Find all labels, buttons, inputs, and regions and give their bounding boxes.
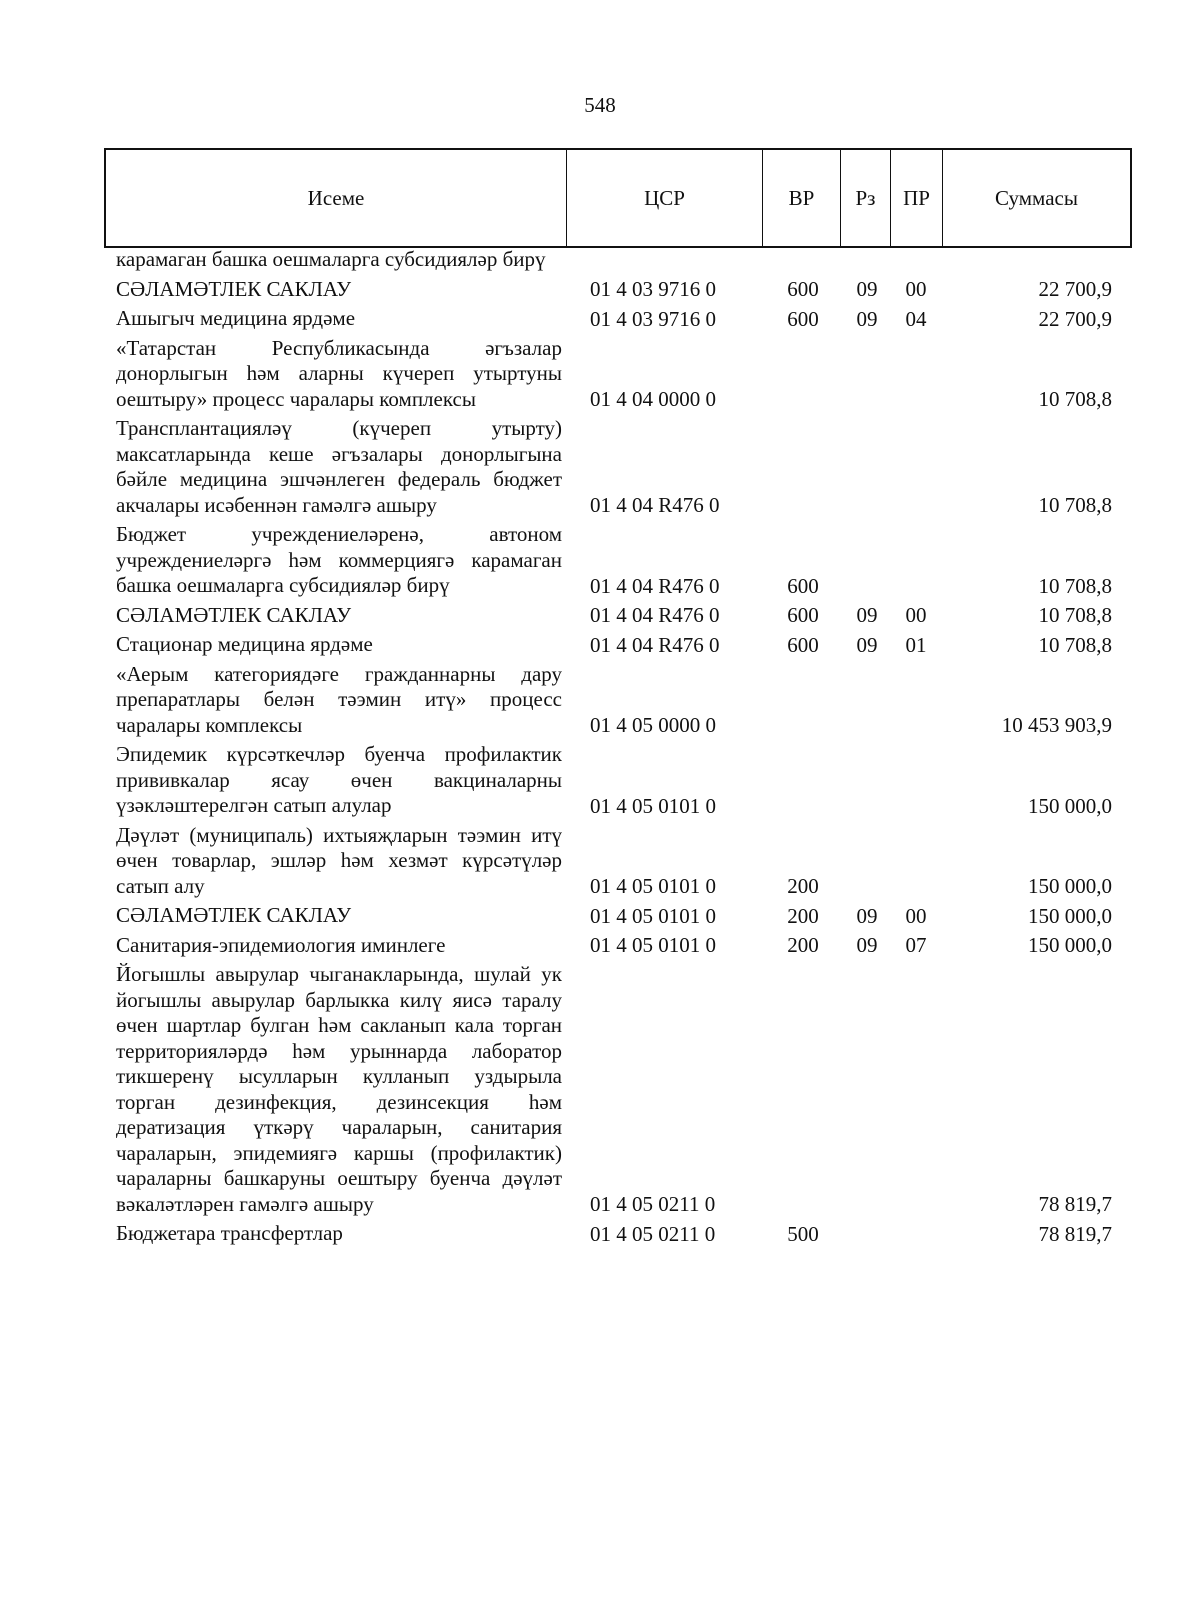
table-row: [104, 247, 1132, 273]
row-rz: 09: [856, 306, 878, 331]
row-csr: 01 4 04 R476 0: [590, 573, 720, 598]
row-name: «Аерым категориядәге гражданнарны дару препаратлары белән тәэмин итү» процесс чаралары комплексы: [116, 661, 562, 737]
row-name: СӘЛАМӘТЛЕК САКЛАУ: [116, 903, 352, 927]
row-sum: 10 708,8: [1038, 573, 1112, 598]
column-header-name: Исеме: [106, 150, 567, 246]
table-row: [104, 1221, 1132, 1247]
row-values: [104, 632, 1132, 658]
table-body: [104, 247, 1132, 1251]
column-header-pr: ПР: [891, 150, 943, 246]
row-csr: 01 4 05 0101 0: [590, 874, 716, 898]
row-name: СӘЛАМӘТЛЕК САКЛАУ: [116, 276, 352, 301]
table-row: [104, 823, 1132, 900]
row-csr: 01 4 03 9716 0: [590, 306, 716, 331]
table-row: [104, 603, 1132, 629]
row-values: [104, 1191, 1132, 1217]
row-vr: 600: [787, 277, 819, 301]
row-vr: 600: [787, 632, 819, 657]
row-values: [104, 873, 1132, 899]
row-sum: 10 708,8: [1038, 603, 1112, 627]
row-name: Дәүләт (муниципаль) ихтыяҗларын тәэмин итү өчен товарлар, эшләр һәм хезмәт күрсәтүләр сатып алу: [116, 822, 562, 898]
row-name: Йогышлы авырулар чыганакларында, шулай ук йогышлы авырулар барлыкка килү яисә таралу өчен шартлар булган һәм сакланып кала торган территорияләрдә һәм урыннарда лаборатор тикшеренү ысулларын кулланып уздырыла торган дезинфекция, дезинсекция һәм дератизация үткәрү чараларын, санитария чараларын, эпидемиягә каршы (профилактик) чараларны башкаруны оештыру буенча дәүләт вәкаләтләрен гамәлгә ашыру: [116, 962, 562, 1216]
row-name: Бюджет учреждениеләренә, автоном учреждениеләргә һәм коммерциягә карамаган башка оешмаларга субсидияләр бирү: [116, 522, 562, 597]
table-row: [104, 306, 1132, 332]
row-vr: 600: [787, 573, 819, 598]
table-row: [104, 336, 1132, 413]
row-name: Ашыгыч медицина ярдәме: [116, 306, 356, 330]
table-row: [104, 742, 1132, 819]
row-values: [104, 903, 1132, 929]
row-values: [104, 306, 1132, 332]
row-name: СӘЛАМӘТЛЕК САКЛАУ: [116, 602, 352, 627]
row-sum: 10 708,8: [1038, 632, 1112, 657]
column-header-vr: ВР: [763, 150, 841, 246]
table-row: [104, 416, 1132, 518]
row-csr: 01 4 04 R476 0: [590, 632, 720, 657]
row-pr: 00: [905, 277, 927, 301]
row-values: [104, 247, 1132, 273]
row-values: [104, 712, 1132, 738]
row-rz: 09: [856, 277, 878, 301]
table-row: [104, 933, 1132, 959]
table-row: [104, 903, 1132, 929]
row-sum: 150 000,0: [1028, 874, 1112, 898]
row-values: [104, 573, 1132, 599]
row-values: [104, 932, 1132, 958]
row-csr: 01 4 04 0000 0: [590, 387, 716, 411]
column-header-sum: Суммасы: [995, 185, 1078, 210]
column-header-csr: ЦСР: [567, 150, 763, 246]
row-name: Стационар медицина ярдәме: [116, 632, 373, 656]
row-sum: 150 000,0: [1028, 793, 1112, 818]
row-sum: 22 700,9: [1038, 277, 1112, 301]
row-csr: 01 4 05 0211 0: [590, 1221, 716, 1246]
row-name: Эпидемик күрсәткечләр буенча профилактик прививкалар ясау өчен вакциналарны үзәкләштерелгән сатып алулар: [116, 742, 562, 817]
row-name: Трансплантацияләү (күчереп утырту) максатларында кеше әгъзалары донорлыгына бәйле медицина эшчәнлеген федераль бюджет акчалары исәбеннән гамәлгә ашыру: [116, 416, 562, 517]
row-vr: 600: [787, 306, 819, 331]
row-sum: 78 819,7: [1038, 1192, 1112, 1216]
table-row: [104, 632, 1132, 658]
row-csr: 01 4 03 9716 0: [590, 277, 716, 301]
table-row: [104, 662, 1132, 739]
row-csr: 01 4 05 0101 0: [590, 933, 716, 957]
column-header-rz: Рз: [841, 150, 891, 246]
row-vr: 200: [787, 903, 819, 928]
row-csr: 01 4 05 0101 0: [590, 903, 716, 928]
table-header: [104, 148, 1132, 248]
table-row: [104, 277, 1132, 303]
row-vr: 200: [787, 874, 819, 898]
row-pr: 00: [905, 903, 927, 928]
page-number: 548: [584, 93, 616, 117]
row-csr: 01 4 05 0211 0: [590, 1192, 716, 1216]
row-rz: 09: [856, 933, 878, 957]
row-values: [104, 276, 1132, 302]
row-sum: 78 819,7: [1038, 1221, 1112, 1246]
row-vr: 500: [787, 1221, 819, 1246]
row-pr: 00: [905, 603, 927, 627]
row-csr: 01 4 04 R476 0: [590, 493, 720, 517]
table-row: [104, 962, 1132, 1217]
row-sum: 10 708,8: [1038, 387, 1112, 411]
row-pr: 01: [905, 632, 927, 657]
row-rz: 09: [856, 603, 878, 627]
row-values: [104, 386, 1132, 412]
row-sum: 22 700,9: [1038, 306, 1112, 331]
row-values: [104, 793, 1132, 819]
row-rz: 09: [856, 632, 878, 657]
row-name: карамаган башка оешмаларга субсидияләр бирү: [116, 247, 546, 271]
row-vr: 600: [787, 603, 819, 627]
row-name: Санитария-эпидемиология иминлеге: [116, 932, 446, 957]
row-vr: 200: [787, 933, 819, 957]
row-sum: 150 000,0: [1028, 933, 1112, 957]
row-csr: 01 4 05 0000 0: [590, 713, 716, 737]
row-name: «Татарстан Республикасында әгъзалар донорлыгын һәм аларны күчереп утыртуны оештыру» процесс чаралары комплексы: [116, 335, 562, 411]
row-csr: 01 4 04 R476 0: [590, 603, 720, 627]
row-values: [104, 1221, 1132, 1247]
row-csr: 01 4 05 0101 0: [590, 793, 716, 818]
row-name: Бюджетара трансфертлар: [116, 1221, 343, 1245]
table-row: [104, 522, 1132, 599]
row-sum: 10 708,8: [1038, 493, 1112, 517]
row-values: [104, 602, 1132, 628]
row-sum: 10 453 903,9: [1001, 713, 1112, 737]
row-pr: 07: [905, 933, 927, 957]
row-pr: 04: [905, 306, 927, 331]
row-sum: 150 000,0: [1028, 903, 1112, 928]
row-values: [104, 492, 1132, 518]
row-rz: 09: [856, 903, 878, 928]
